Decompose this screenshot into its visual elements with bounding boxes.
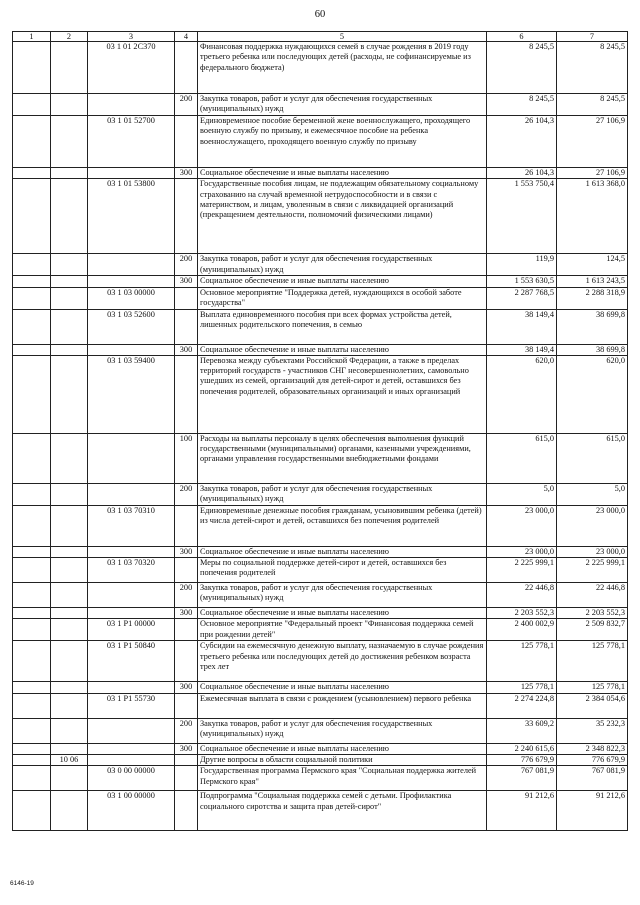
item-name-cell: Государственные пособия лицам, не подлежащим обязательному социальному страхованию на случай временной нетрудоспособности и в связи с материнством, и лицам, уволенным в связи с ликвидацией организаций (прекращением деятельности, полномочий физическими лицами) [198, 179, 487, 254]
item-name-cell: Социальное обеспечение и иные выплаты населению [198, 546, 487, 557]
table-row [13, 344, 628, 355]
section-cell [13, 608, 51, 619]
amount-year2-cell: 767 081,9 [557, 766, 628, 791]
table-row [13, 583, 628, 608]
table-row [13, 276, 628, 287]
expense-type-cell [175, 355, 198, 433]
target-code-cell [88, 254, 175, 276]
item-name-cell: Закупка товаров, работ и услуг для обеспечения государственных (муниципальных) нужд [198, 583, 487, 608]
expense-type-cell: 200 [175, 718, 198, 743]
section-cell [13, 766, 51, 791]
item-name-cell: Основное мероприятие "Федеральный проект "Финансовая поддержка семей при рождении детей" [198, 619, 487, 641]
amount-year1-cell: 38 149,4 [487, 309, 557, 344]
target-code-cell: 03 1 03 00000 [88, 287, 175, 309]
expense-type-cell [175, 755, 198, 766]
subsection-cell [51, 619, 88, 641]
amount-year1-cell: 1 553 750,4 [487, 179, 557, 254]
amount-year1-cell: 2 400 002,9 [487, 619, 557, 641]
section-cell [13, 287, 51, 309]
subsection-cell [51, 641, 88, 682]
amount-year1-cell: 2 287 768,5 [487, 287, 557, 309]
subsection-cell [51, 355, 88, 433]
item-name-cell: Закупка товаров, работ и услуг для обеспечения государственных (муниципальных) нужд [198, 483, 487, 505]
expense-type-cell [175, 309, 198, 344]
column-header: 6 [487, 32, 557, 42]
target-code-cell [88, 583, 175, 608]
column-header: 1 [13, 32, 51, 42]
amount-year2-cell: 615,0 [557, 433, 628, 483]
subsection-cell: 10 06 [51, 755, 88, 766]
target-code-cell [88, 718, 175, 743]
item-name-cell: Выплата единовременного пособия при всех формах устройства детей, лишенных родительского попечения, в семью [198, 309, 487, 344]
subsection-cell [51, 276, 88, 287]
expense-type-cell [175, 505, 198, 546]
target-code-cell [88, 276, 175, 287]
subsection-cell [51, 583, 88, 608]
subsection-cell [51, 505, 88, 546]
section-cell [13, 433, 51, 483]
section-cell [13, 276, 51, 287]
table-row [13, 116, 628, 168]
table-row [13, 483, 628, 505]
table-body [13, 42, 628, 831]
amount-year2-cell: 1 613 243,5 [557, 276, 628, 287]
target-code-cell: 03 1 01 53800 [88, 179, 175, 254]
subsection-cell [51, 254, 88, 276]
table-row [13, 619, 628, 641]
subsection-cell [51, 682, 88, 693]
amount-year1-cell: 119,9 [487, 254, 557, 276]
amount-year2-cell: 2 288 318,9 [557, 287, 628, 309]
amount-year2-cell: 124,5 [557, 254, 628, 276]
amount-year1-cell: 2 240 615,6 [487, 743, 557, 754]
item-name-cell: Социальное обеспечение и иные выплаты населению [198, 608, 487, 619]
table-row [13, 682, 628, 693]
subsection-cell [51, 94, 88, 116]
item-name-cell: Социальное обеспечение и иные выплаты населению [198, 743, 487, 754]
amount-year1-cell: 8 245,5 [487, 94, 557, 116]
section-cell [13, 693, 51, 718]
section-cell [13, 558, 51, 583]
subsection-cell [51, 718, 88, 743]
section-cell [13, 116, 51, 168]
expense-type-cell: 300 [175, 608, 198, 619]
table-row [13, 755, 628, 766]
table-row [13, 355, 628, 433]
amount-year2-cell: 8 245,5 [557, 42, 628, 94]
column-header: 7 [557, 32, 628, 42]
expense-type-cell: 300 [175, 546, 198, 557]
target-code-cell [88, 546, 175, 557]
amount-year2-cell: 91 212,6 [557, 791, 628, 831]
table-row [13, 641, 628, 682]
expense-type-cell [175, 641, 198, 682]
expense-type-cell [175, 558, 198, 583]
table-row [13, 42, 628, 94]
section-cell [13, 682, 51, 693]
amount-year1-cell: 26 104,3 [487, 168, 557, 179]
amount-year2-cell: 23 000,0 [557, 505, 628, 546]
amount-year2-cell: 23 000,0 [557, 546, 628, 557]
amount-year1-cell: 2 274 224,8 [487, 693, 557, 718]
table-row [13, 791, 628, 831]
amount-year2-cell: 5,0 [557, 483, 628, 505]
target-code-cell: 03 1 00 00000 [88, 791, 175, 831]
amount-year1-cell: 2 203 552,3 [487, 608, 557, 619]
item-name-cell: Социальное обеспечение и иные выплаты населению [198, 276, 487, 287]
target-code-cell: 03 1 03 70310 [88, 505, 175, 546]
expense-type-cell [175, 791, 198, 831]
column-header: 2 [51, 32, 88, 42]
expense-type-cell [175, 766, 198, 791]
item-name-cell: Социальное обеспечение и иные выплаты населению [198, 168, 487, 179]
amount-year2-cell: 2 225 999,1 [557, 558, 628, 583]
table-row [13, 309, 628, 344]
expense-type-cell: 200 [175, 254, 198, 276]
amount-year2-cell: 125 778,1 [557, 641, 628, 682]
table-row [13, 168, 628, 179]
amount-year2-cell: 35 232,3 [557, 718, 628, 743]
target-code-cell [88, 433, 175, 483]
amount-year2-cell: 125 778,1 [557, 682, 628, 693]
item-name-cell: Государственная программа Пермского края "Социальная поддержка жителей Пермского края" [198, 766, 487, 791]
amount-year2-cell: 38 699,8 [557, 344, 628, 355]
table-row [13, 743, 628, 754]
amount-year1-cell: 1 553 630,5 [487, 276, 557, 287]
amount-year1-cell: 8 245,5 [487, 42, 557, 94]
table-row [13, 179, 628, 254]
target-code-cell [88, 168, 175, 179]
expense-type-cell: 100 [175, 433, 198, 483]
subsection-cell [51, 608, 88, 619]
subsection-cell [51, 42, 88, 94]
subsection-cell [51, 344, 88, 355]
subsection-cell [51, 433, 88, 483]
target-code-cell [88, 608, 175, 619]
amount-year2-cell: 2 509 832,7 [557, 619, 628, 641]
expense-type-cell: 300 [175, 344, 198, 355]
item-name-cell: Закупка товаров, работ и услуг для обеспечения государственных (муниципальных) нужд [198, 254, 487, 276]
section-cell [13, 755, 51, 766]
target-code-cell [88, 483, 175, 505]
column-header: 4 [175, 32, 198, 42]
section-cell [13, 94, 51, 116]
expense-type-cell [175, 116, 198, 168]
subsection-cell [51, 168, 88, 179]
target-code-cell: 03 1 03 59400 [88, 355, 175, 433]
section-cell [13, 718, 51, 743]
table-row [13, 287, 628, 309]
expense-type-cell: 200 [175, 583, 198, 608]
target-code-cell [88, 94, 175, 116]
section-cell [13, 344, 51, 355]
target-code-cell: 03 1 P1 50840 [88, 641, 175, 682]
table-header-row [13, 32, 628, 42]
section-cell [13, 546, 51, 557]
item-name-cell: Единовременное пособие беременной жене военнослужащего, проходящего военную службу по призыву, и ежемесячное пособие на ребенка военнослужащего, проходящего военную службу по призыву [198, 116, 487, 168]
target-code-cell: 03 1 P1 55730 [88, 693, 175, 718]
section-cell [13, 483, 51, 505]
amount-year1-cell: 26 104,3 [487, 116, 557, 168]
target-code-cell [88, 743, 175, 754]
item-name-cell: Закупка товаров, работ и услуг для обеспечения государственных (муниципальных) нужд [198, 718, 487, 743]
amount-year1-cell: 776 679,9 [487, 755, 557, 766]
amount-year2-cell: 8 245,5 [557, 94, 628, 116]
subsection-cell [51, 483, 88, 505]
expense-type-cell: 300 [175, 682, 198, 693]
expense-type-cell [175, 42, 198, 94]
amount-year1-cell: 38 149,4 [487, 344, 557, 355]
subsection-cell [51, 309, 88, 344]
subsection-cell [51, 287, 88, 309]
amount-year1-cell: 615,0 [487, 433, 557, 483]
subsection-cell [51, 791, 88, 831]
item-name-cell: Перевозка между субъектами Российской Федерации, а также в пределах территорий государств - участников СНГ несовершеннолетних, самовольно ушедших из семей, организаций для детей-сирот и детей, оставшихся без попечения родителей, образовательных организаций и иных организаций [198, 355, 487, 433]
item-name-cell: Социальное обеспечение и иные выплаты населению [198, 682, 487, 693]
expense-type-cell: 300 [175, 276, 198, 287]
section-cell [13, 309, 51, 344]
expense-type-cell [175, 287, 198, 309]
amount-year1-cell: 125 778,1 [487, 682, 557, 693]
item-name-cell: Расходы на выплаты персоналу в целях обеспечения выполнения функций государственными (муниципальными) органами, казенными учреждениями, органами управления государственными внебюджетными фондами [198, 433, 487, 483]
item-name-cell: Меры по социальной поддержке детей-сирот и детей, оставшихся без попечения родителей [198, 558, 487, 583]
item-name-cell: Закупка товаров, работ и услуг для обеспечения государственных (муниципальных) нужд [198, 94, 487, 116]
expense-type-cell: 300 [175, 168, 198, 179]
amount-year1-cell: 767 081,9 [487, 766, 557, 791]
subsection-cell [51, 693, 88, 718]
subsection-cell [51, 766, 88, 791]
amount-year2-cell: 2 348 822,3 [557, 743, 628, 754]
table-row [13, 433, 628, 483]
section-cell [13, 355, 51, 433]
table-row [13, 546, 628, 557]
expense-type-cell: 200 [175, 483, 198, 505]
amount-year1-cell: 5,0 [487, 483, 557, 505]
target-code-cell: 03 1 P1 00000 [88, 619, 175, 641]
table-row [13, 608, 628, 619]
amount-year1-cell: 91 212,6 [487, 791, 557, 831]
item-name-cell: Единовременные денежные пособия гражданам, усыновившим ребенка (детей) из числа детей-сирот и детей, оставшихся без попечения родителей [198, 505, 487, 546]
section-cell [13, 791, 51, 831]
expense-type-cell: 300 [175, 743, 198, 754]
subsection-cell [51, 179, 88, 254]
amount-year2-cell: 27 106,9 [557, 168, 628, 179]
amount-year1-cell: 23 000,0 [487, 505, 557, 546]
expense-type-cell [175, 179, 198, 254]
amount-year1-cell: 33 609,2 [487, 718, 557, 743]
amount-year2-cell: 2 384 054,6 [557, 693, 628, 718]
amount-year2-cell: 1 613 368,0 [557, 179, 628, 254]
section-cell [13, 42, 51, 94]
section-cell [13, 254, 51, 276]
expense-type-cell: 200 [175, 94, 198, 116]
amount-year1-cell: 23 000,0 [487, 546, 557, 557]
subsection-cell [51, 546, 88, 557]
amount-year1-cell: 125 778,1 [487, 641, 557, 682]
target-code-cell: 03 1 03 52600 [88, 309, 175, 344]
section-cell [13, 619, 51, 641]
table-row [13, 718, 628, 743]
target-code-cell [88, 755, 175, 766]
column-header: 5 [198, 32, 487, 42]
target-code-cell [88, 344, 175, 355]
amount-year1-cell: 2 225 999,1 [487, 558, 557, 583]
budget-table [12, 31, 628, 831]
section-cell [13, 583, 51, 608]
item-name-cell: Ежемесячная выплата в связи с рождением (усыновлением) первого ребенка [198, 693, 487, 718]
section-cell [13, 743, 51, 754]
amount-year2-cell: 620,0 [557, 355, 628, 433]
table-row [13, 558, 628, 583]
item-name-cell: Основное мероприятие "Поддержка детей, нуждающихся в особой заботе государства" [198, 287, 487, 309]
subsection-cell [51, 743, 88, 754]
table-row [13, 94, 628, 116]
item-name-cell: Субсидии на ежемесячную денежную выплату, назначаемую в случае рождения третьего ребенка или последующих детей до достижения ребенком возраста трех лет [198, 641, 487, 682]
target-code-cell: 03 1 01 52700 [88, 116, 175, 168]
target-code-cell: 03 0 00 00000 [88, 766, 175, 791]
table-row [13, 693, 628, 718]
table-row [13, 505, 628, 546]
item-name-cell: Другие вопросы в области социальной политики [198, 755, 487, 766]
amount-year1-cell: 620,0 [487, 355, 557, 433]
section-cell [13, 168, 51, 179]
page-number: 60 [314, 9, 326, 20]
table-row [13, 254, 628, 276]
item-name-cell: Социальное обеспечение и иные выплаты населению [198, 344, 487, 355]
amount-year2-cell: 2 203 552,3 [557, 608, 628, 619]
target-code-cell: 03 1 03 70320 [88, 558, 175, 583]
column-header: 3 [88, 32, 175, 42]
section-cell [13, 641, 51, 682]
section-cell [13, 179, 51, 254]
footer-code: 6146-19 [10, 880, 34, 887]
target-code-cell [88, 682, 175, 693]
subsection-cell [51, 558, 88, 583]
section-cell [13, 505, 51, 546]
expense-type-cell [175, 693, 198, 718]
amount-year2-cell: 38 699,8 [557, 309, 628, 344]
target-code-cell: 03 1 01 2С370 [88, 42, 175, 94]
amount-year1-cell: 22 446,8 [487, 583, 557, 608]
amount-year2-cell: 776 679,9 [557, 755, 628, 766]
item-name-cell: Подпрограмма "Социальная поддержка семей с детьми. Профилактика социального сиротства и защита прав детей-сирот" [198, 791, 487, 831]
amount-year2-cell: 27 106,9 [557, 116, 628, 168]
subsection-cell [51, 116, 88, 168]
expense-type-cell [175, 619, 198, 641]
table-row [13, 766, 628, 791]
item-name-cell: Финансовая поддержка нуждающихся семей в случае рождения в 2019 году третьего ребенка или последующих детей (расходы, не софинансируемые из федерального бюджета) [198, 42, 487, 94]
amount-year2-cell: 22 446,8 [557, 583, 628, 608]
